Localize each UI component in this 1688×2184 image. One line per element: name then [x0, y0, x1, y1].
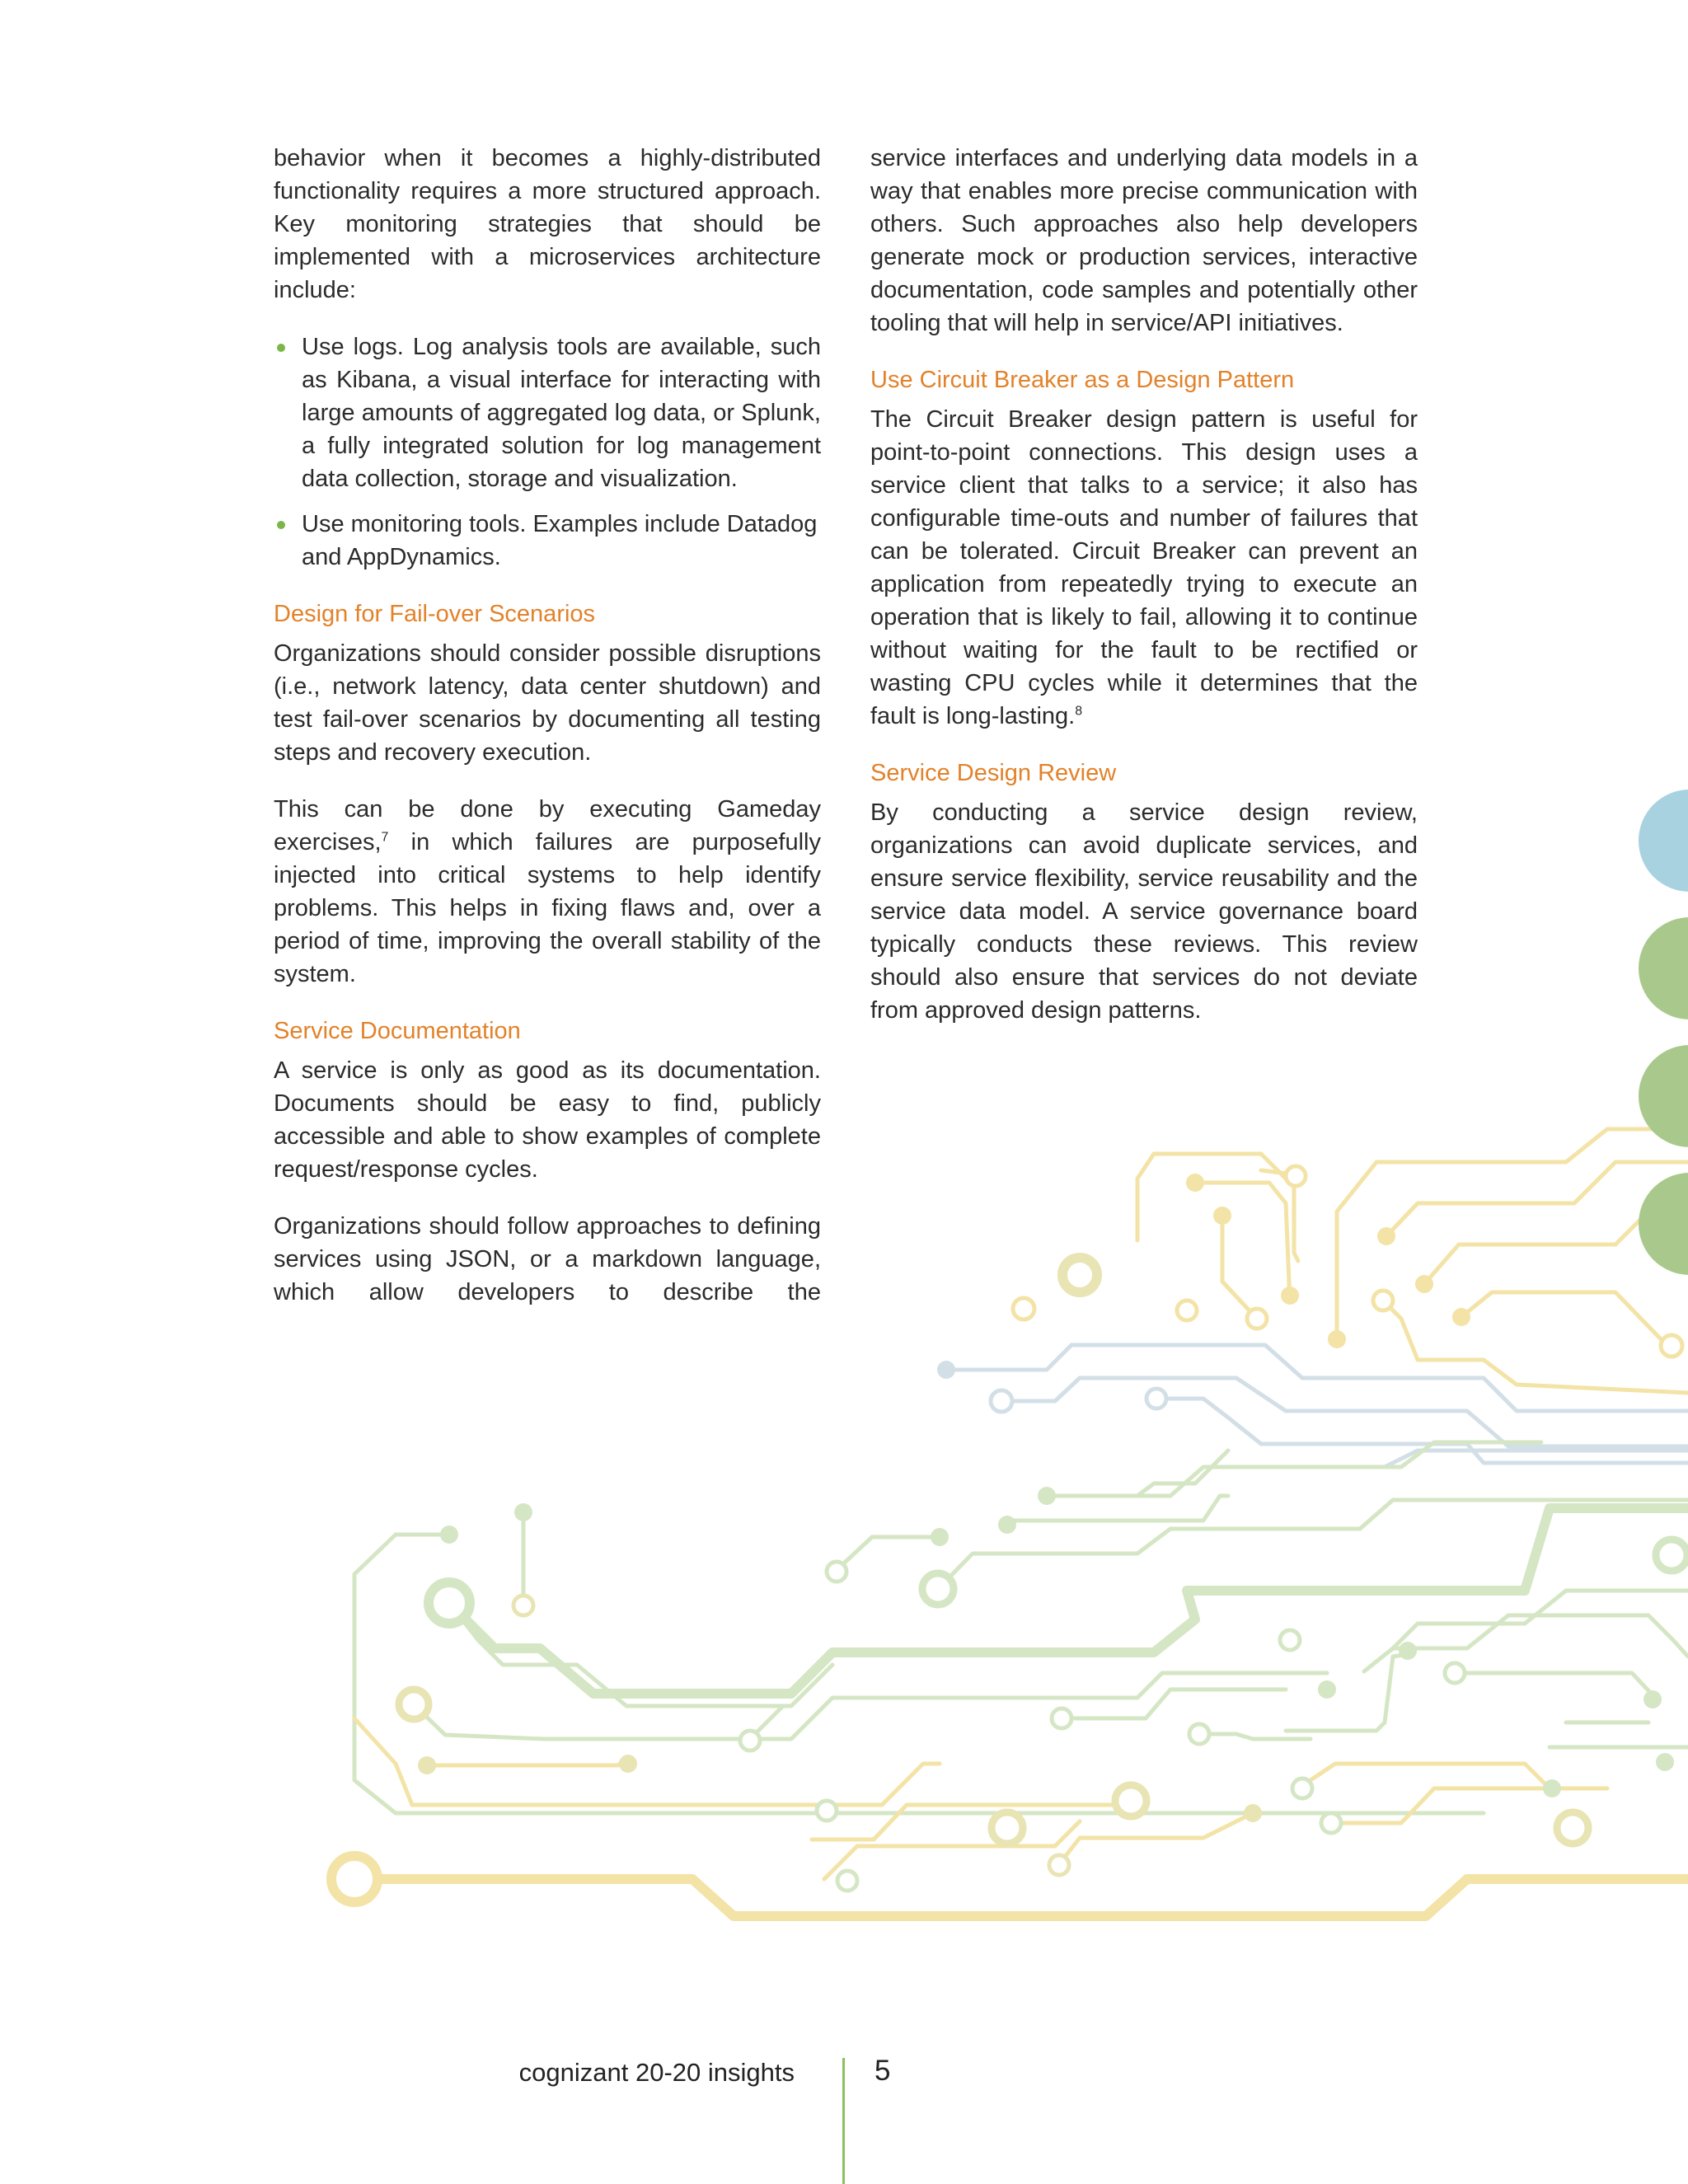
failover-p2-before: This can be done by executing Gameday exercises,	[274, 796, 821, 855]
footer-divider	[842, 2058, 845, 2184]
left-column	[274, 142, 821, 1333]
list-item-text: Use monitoring tools. Examples include Datadog and AppDynamics.	[302, 511, 818, 570]
bullet-dot-icon	[277, 344, 285, 352]
failover-p2-after: in which failures are purposefully injected into critical systems to help identify problems. This helps in fixing flaws and, over a period of time, improving the overall stability of the system.	[274, 829, 821, 987]
heading-design-review: Service Design Review	[870, 760, 1117, 786]
monitoring-strategy-list	[274, 330, 821, 574]
yellow-main-trace	[354, 1879, 1688, 1916]
heading-documentation: Service Documentation	[274, 1018, 521, 1044]
failover-paragraph-1: Organizations should consider possible disruptions (i.e., network latency, data center shutdown) and test fail-over scenarios by documenting all testing steps and recovery execution.	[274, 640, 821, 766]
documentation-paragraph-1: A service is only as good as its documentation. Documents should be easy to find, publicly accessible and able to show examples of complete request/response cycles.	[274, 1057, 821, 1183]
left-intro-paragraph: behavior when it becomes a highly-distributed functionality requires a more structured approach. Key monitoring strategies that should be implemented with a microservices architecture include:	[274, 145, 821, 303]
documentation-paragraph-2: Organizations should follow approaches to defining services using JSON, or a markdown language, which allow developers to describe the	[274, 1213, 821, 1305]
yellow-traces-upper	[1137, 1129, 1688, 1393]
green-traces	[354, 1442, 1688, 1813]
footnote-ref-8[interactable]: 8	[1075, 704, 1083, 719]
right-intro-paragraph: service interfaces and underlying data models in a way that enables more precise communication with others. Such approaches also help developers generate mock or production services, interactive documentation, code samples and potentially other tooling that will help in service/API initiatives.	[870, 145, 1418, 336]
publication-name: cognizant 20-20 insights	[518, 2058, 795, 2087]
circuit-breaker-paragraph	[870, 403, 1418, 733]
bullet-dot-icon	[277, 521, 285, 529]
list-item	[274, 508, 821, 574]
blue-traces	[946, 1345, 1688, 1467]
heading-failover: Design for Fail-over Scenarios	[274, 601, 596, 627]
heading-circuit-breaker: Use Circuit Breaker as a Design Pattern	[870, 367, 1295, 393]
footnote-ref-7[interactable]: 7	[381, 830, 389, 845]
design-review-paragraph: By conducting a service design review, organizations can avoid duplicate services, and ensure service flexibility, service reusability and the service data model. A service governance board typically conducts these reviews. This review should also ensure that services do not deviate from approved design patterns.	[870, 799, 1418, 1024]
page-number: 5	[874, 2055, 891, 2087]
green-main-trace	[449, 1508, 1688, 1694]
yellow-traces-lower	[354, 1718, 1607, 1879]
failover-paragraph-2	[274, 793, 821, 991]
right-column	[870, 142, 1418, 1051]
circuit-breaker-text: The Circuit Breaker design pattern is useful for point-to-point connections. This design uses a service client that talks to a service; it also has configurable time-outs and number of failures that can be tolerated. Circuit Breaker can prevent an application from repeatedly trying to execute an operation that is likely to fail, allowing it to continue without waiting for the fault to be rectified or wasting CPU cycles while it determines that the fault is long-lasting.	[870, 406, 1418, 729]
list-item	[274, 330, 821, 495]
list-item-text: Use logs. Log analysis tools are available, such as Kibana, a visual interface for interacting with large amounts of aggregated log data, or Splunk, a fully integrated solution for log management data collection, storage and visualization.	[302, 334, 821, 492]
